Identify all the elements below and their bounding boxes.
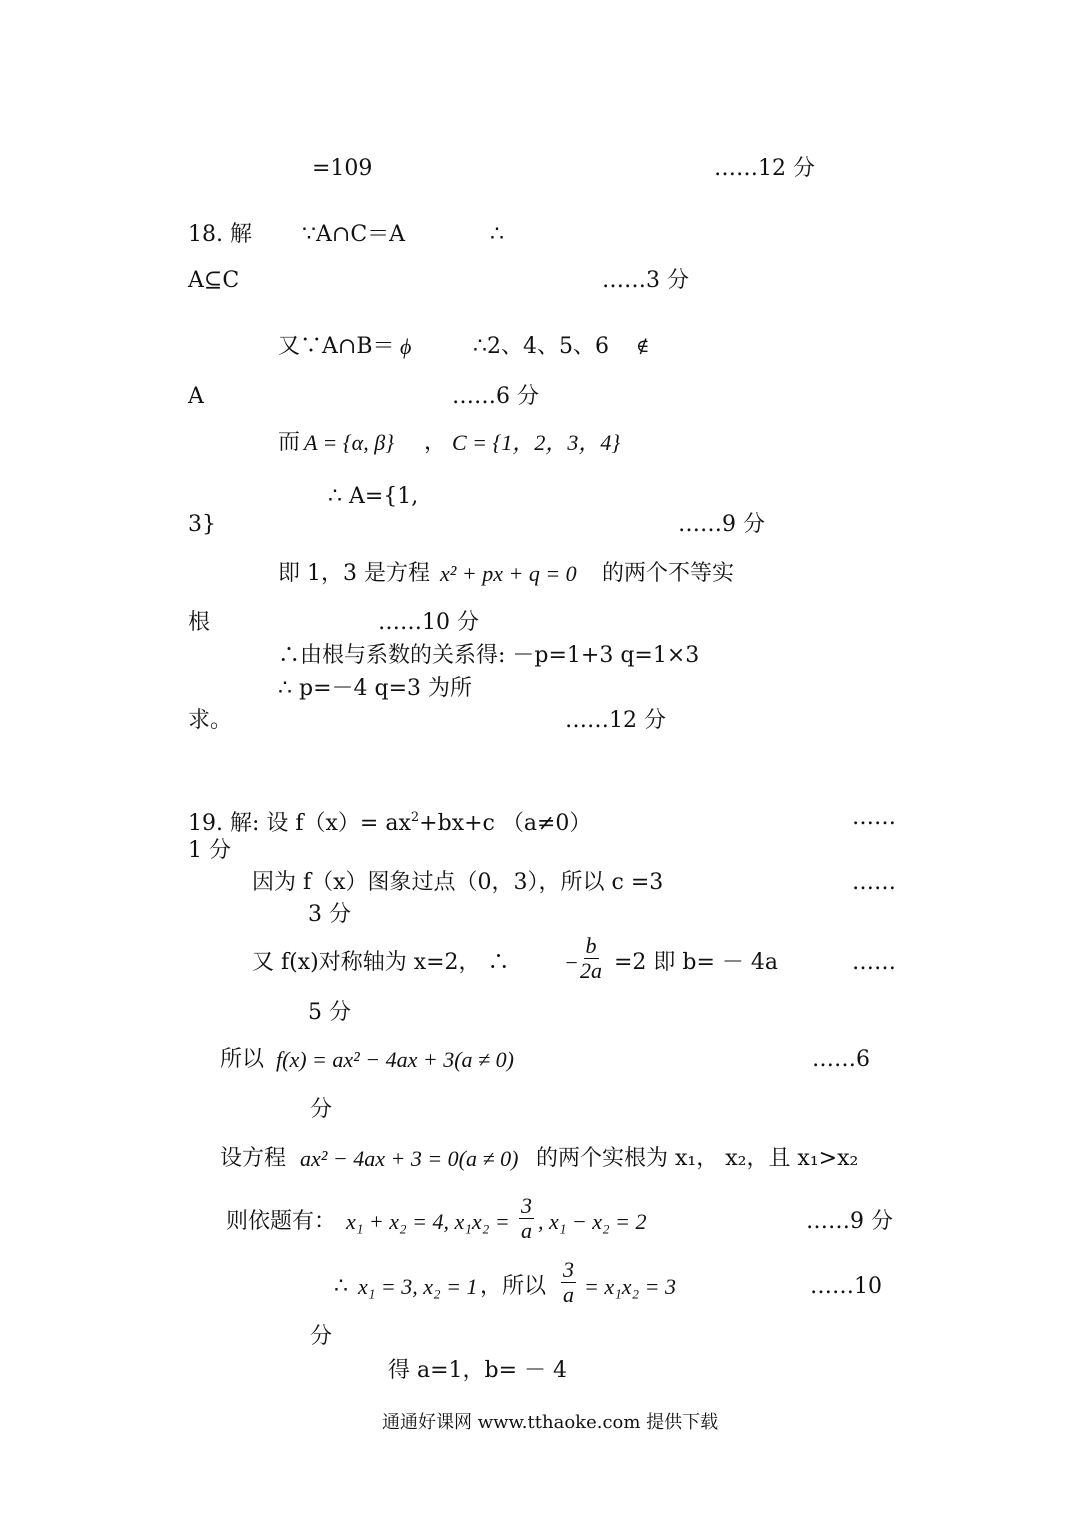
q19-line7-expr: x₁ = 3, x₂ = 1 [358,1274,478,1299]
q19-score-3: 3 分 [308,902,351,927]
q18-thus-a: ∴ A={1, [328,484,419,509]
q19-frac-minus: − [564,950,579,975]
q18-score-6: ……6 分 [452,384,539,409]
q19-dots-3: …… [852,950,896,975]
q18-notin: ∉ [636,336,650,357]
q18-head: 18. 解 [188,222,252,247]
q18-comma: ， [424,430,447,455]
q19-line8: 得 a=1，b= － 4 [388,1358,568,1383]
q19-line6-a: 则依题有： [226,1209,337,1234]
q18-phi: ϕ [400,334,412,359]
q19-line3-b: =2 即 b= － 4a [614,950,779,975]
q19-line5-expr: ax² − 4ax + 3 = 0(a ≠ 0) [300,1146,519,1171]
q18-roots-text: 的两个不等实 [602,561,735,586]
q19-line3-a: 又 f(x)对称轴为 x=2， ∴ [252,950,510,975]
q19-frac-den: 2a [580,958,602,983]
q18-ji: 即 1，3 是方程 [278,561,430,586]
q18-score-10: ……10 分 [378,610,479,635]
q19-frac-b-2a [580,934,602,983]
q19-dots-2: …… [852,870,896,895]
q19-line1-a: 19. 解: 设 f（x）= ax [188,811,411,836]
q18-result: ∴ p=－4 q=3 为所 [278,676,473,701]
q19-line7-expr2: = x₁x₂ = 3 [584,1274,677,1299]
q19-frac7-num: 3 [563,1257,574,1282]
result-109: =109 [312,156,373,181]
q19-dots-7: ……10 [810,1274,882,1299]
q19-line1-b: +bx+c （a≠0） [419,811,592,836]
q19-score-5: 5 分 [308,1000,351,1025]
q18-er: 而 [278,430,301,455]
q18-three-brace: 3} [188,512,216,537]
q18-notin-list: ∴2、4、5、6 [473,334,609,359]
q19-frac-num: b [585,933,597,958]
q19-frac7 [561,1258,576,1307]
q18-a-set: A = {α, β} [304,430,394,455]
q19-line5-b: 的两个实根为 x₁， x₂，且 x₁>x₂ [536,1146,859,1171]
q19-line6-expr1: x₁ + x₂ = 4, x₁x₂ = [346,1209,510,1234]
q19-fen-4: 分 [310,1097,333,1122]
q18-you: 又∵A∩B＝ [278,334,395,359]
q19-score-9: ……9 分 [806,1209,893,1234]
q19-line2: 因为 f（x）图象过点（0，3），所以 c =3 [252,870,664,895]
q18-cond1: ∵A∩C＝A [302,222,406,247]
q18-vieta: ∴由根与系数的关系得: －p=1+3 q=1×3 [278,643,700,668]
page-footer: 通通好课网 www.tthaoke.com 提供下载 [382,1412,719,1433]
q18-score-3: ……3 分 [602,268,689,293]
q19-frac6-den: a [521,1218,532,1243]
q18-score-12: ……12 分 [565,708,666,733]
q19-fx-expr: f(x) = ax² − 4ax + 3(a ≠ 0) [276,1047,514,1072]
q19-frac7-den: a [563,1282,574,1307]
q18-subset: A⊆C [188,268,240,293]
q19-score-1: 1 分 [188,838,231,863]
q18-c-set: C = {1，2，3，4} [452,430,621,455]
q19-line7-a: ∴ [334,1274,348,1299]
q18-equation: x² + px + q = 0 [440,561,577,586]
q19-frac6 [519,1194,534,1243]
q19-dots-1: …… [852,805,896,830]
q19-line4-a: 所以 [220,1047,265,1072]
q19-dots-4: ……6 [812,1047,870,1072]
q18-a-letter: A [188,384,204,409]
q18-therefore: ∴ [490,222,504,247]
q18-score-9: ……9 分 [678,512,765,537]
q19-square: 2 [410,810,420,825]
score-12-top: ……12 分 [714,156,815,181]
q19-fen-7: 分 [310,1324,333,1349]
q18-gen: 根 [188,610,211,635]
q19-line1 [188,805,591,837]
q19-line5-a: 设方程 [220,1146,287,1171]
q18-qiu: 求。 [188,708,233,733]
q19-frac6-num: 3 [521,1193,532,1218]
q19-line7-b: ，所以 [480,1274,547,1299]
q19-line6-expr2: , x₁ − x₂ = 2 [538,1209,647,1234]
